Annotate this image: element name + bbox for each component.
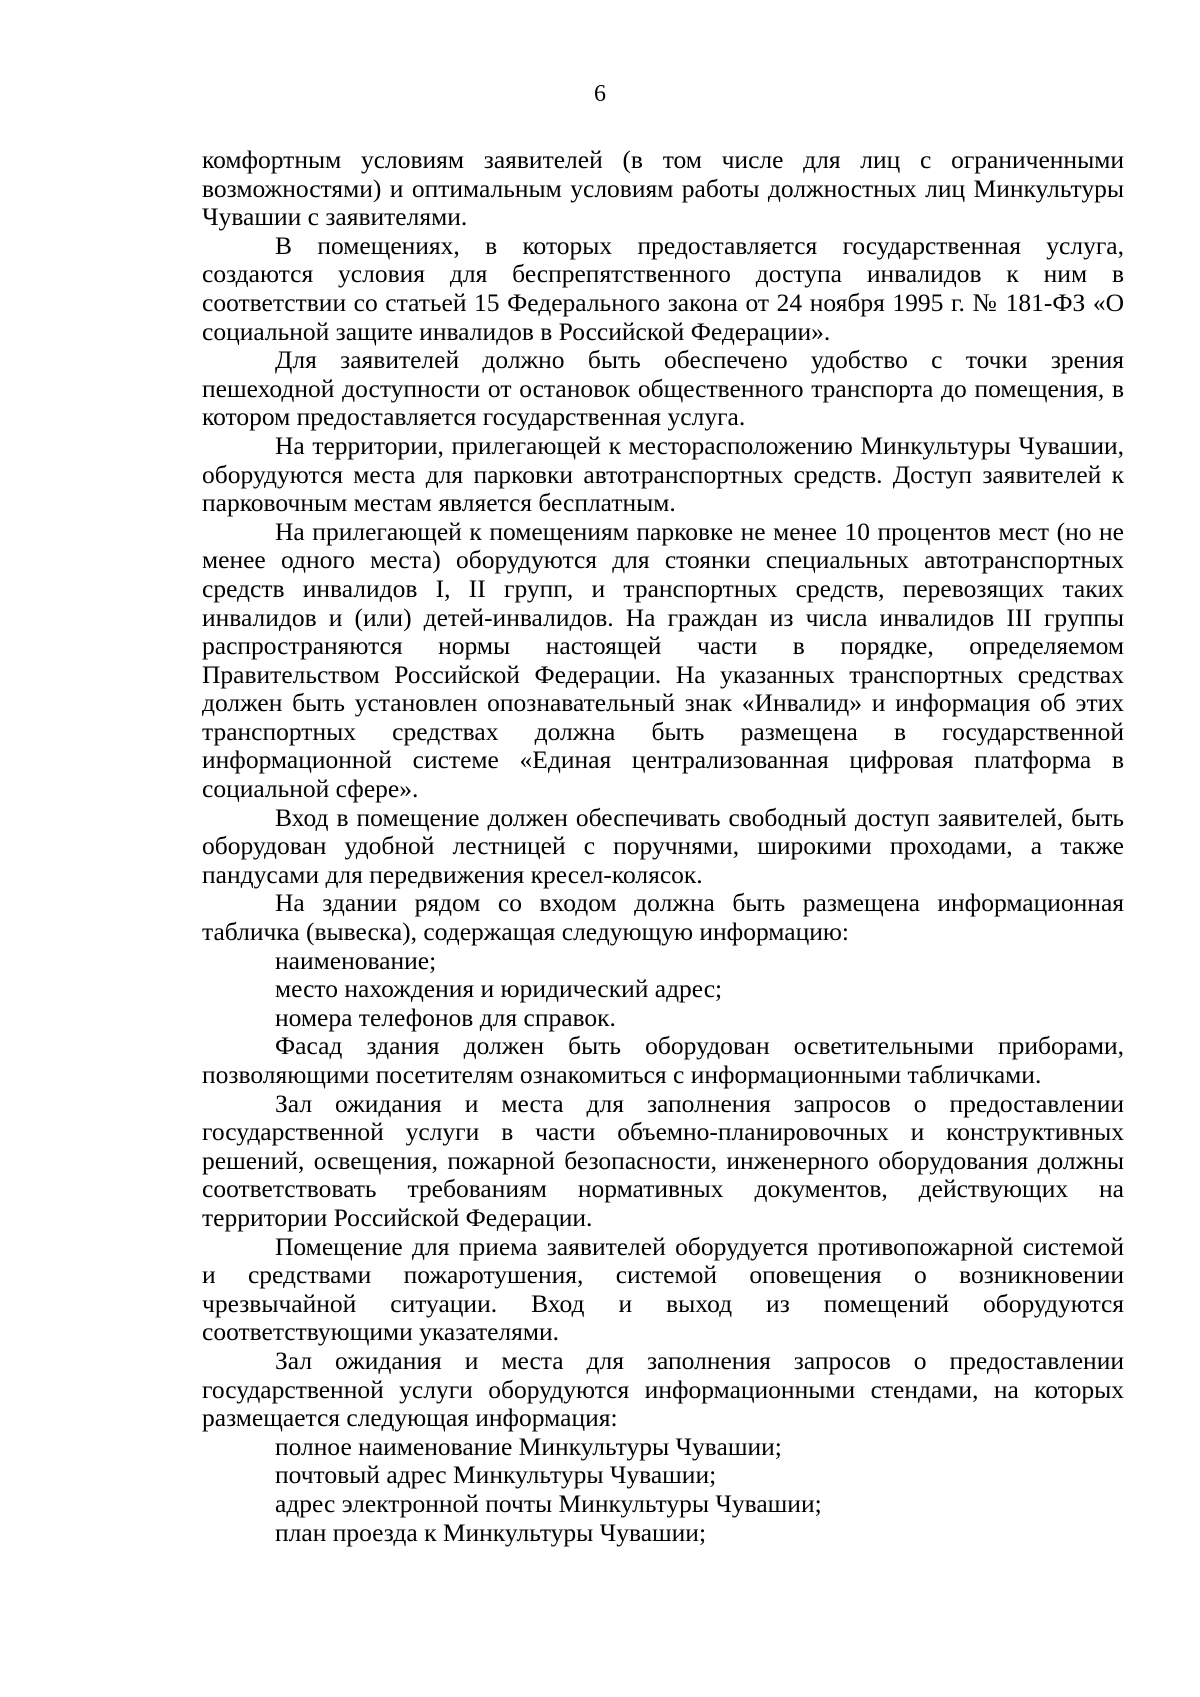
document-body xyxy=(202,146,1124,1547)
paragraph-facade-lighting: Фасад здания должен быть оборудован осветительными приборами, позволяющими посетителям ознакомиться с информационными табличками. xyxy=(202,1031,1124,1089)
list-item: адрес электронной почты Минкультуры Чувашии; xyxy=(275,1488,822,1518)
page-number: 6 xyxy=(594,81,606,107)
list-item: полное наименование Минкультуры Чувашии; xyxy=(275,1431,782,1461)
paragraph-parking-territory: На территории, прилегающей к месторасположению Минкультуры Чувашии, оборудуются места для парковки автотранспортных средств. Доступ заявителей к парковочным местам является бесплатным. xyxy=(202,430,1124,518)
paragraph-waiting-hall-requirements: Зал ожидания и места для заполнения запросов о предоставлении государственной услуги в части объемно-планировочных и конструктивных решений, освещения, пожарной безопасности, инженерного оборудования должны соответствовать требованиям нормативных документов, действующих на территории Российской Федерации. xyxy=(202,1088,1124,1232)
paragraph-pedestrian-access: Для заявителей должно быть обеспечено удобство с точки зрения пешеходной доступности от остановок общественного транспорта до помещения, в котором предоставляется государственная услуга. xyxy=(202,345,1124,432)
paragraph-continued: комфортным условиям заявителей (в том числе для лиц с ограниченными возможностями) и оптимальным условиям работы должностных лиц Минкультуры Чувашии с заявителями. xyxy=(202,145,1124,232)
paragraph-entrance: Вход в помещение должен обеспечивать свободный доступ заявителей, быть оборудован удобной лестницей с поручнями, широкими проходами, а также пандусами для передвижения кресел-колясок. xyxy=(202,802,1124,889)
list-item: план проезда к Минкультуры Чувашии; xyxy=(275,1517,707,1547)
list-item: номера телефонов для справок. xyxy=(275,1002,616,1032)
list-item: почтовый адрес Минкультуры Чувашии; xyxy=(275,1460,717,1490)
paragraph-information-sign: На здании рядом со входом должна быть размещена информационная табличка (вывеска), содержащая следующую информацию: xyxy=(202,888,1124,947)
paragraph-fire-safety: Помещение для приема заявителей оборудуется противопожарной системой и средствами пожаротушения, системой оповещения о возникновении чрезвычайной ситуации. Вход и выход из помещений оборудуются соответствующими указателями. xyxy=(202,1231,1124,1347)
paragraph-accessibility-conditions: В помещениях, в которых предоставляется государственная услуга, создаются условия для беспрепятственного доступа инвалидов к ним в соответствии со статьей 15 Федерального закона от 24 ноября 1995 г. № 181-ФЗ «О социальной защите инвалидов в Российской Федерации». xyxy=(202,230,1124,346)
list-item: место нахождения и юридический адрес; xyxy=(275,974,723,1004)
list-item: наименование; xyxy=(275,945,437,975)
paragraph-information-stands: Зал ожидания и места для заполнения запросов о предоставлении государственной услуги оборудуются информационными стендами, на которых размещается следующая информация: xyxy=(202,1345,1124,1433)
paragraph-disabled-parking: На прилегающей к помещениям парковке не менее 10 процентов мест (но не менее одного места) оборудуются для стоянки специальных автотранспортных средств инвалидов I, II групп, и транспортных средств, перевозящих таких инвалидов и (или) детей-инвалидов. На граждан из числа инвалидов III группы распространяются нормы настоящей части в порядке, определяемом Правительством Российской Федерации. На указанных транспортных средствах должен быть установлен опознавательный знак «Инвалид» и информация об этих транспортных средствах должна быть размещена в государственной информационной системе «Единая централизованная цифровая платформа в социальной сфере». xyxy=(202,516,1124,804)
